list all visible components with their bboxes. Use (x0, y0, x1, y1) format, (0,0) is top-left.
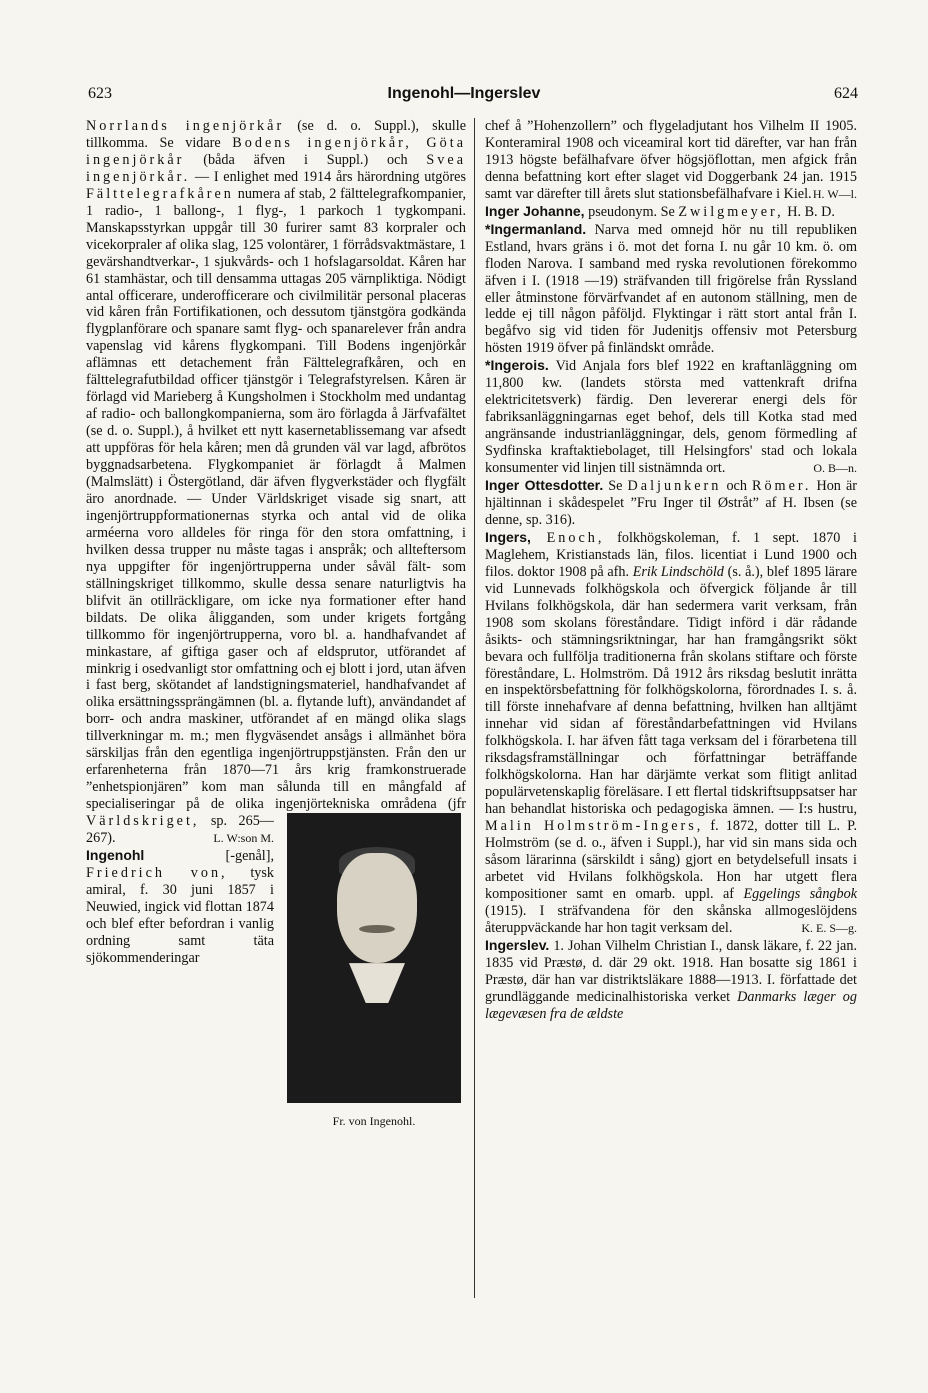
article-ingerslev: Ingerslev. 1. Johan Vilhelm Christian I., dansk läkare, f. 22 jan. 1835 vid Præstø, d. där 29 okt. 1918. Han bosatte sig 1861 i Præstø, där han var distriktsläkare 1888—1913. I. författade det grundläggande medicinalhistoriska verket Danmarks læger og lægevæsen fra de ældste (485, 936, 857, 1022)
article-ingerois: *Ingerois. Vid Anjala fors blef 1922 en kraftanläggning om 11,800 kw. (landets största med vattenkraft drifna elektricitetsverk) färdig. Den levererar energi dels för fabriksanläggningarnas eget behof, dels till Kotka stad med angränsande industrianläggningar, dels, genom förmedling af Sydfinska kraftaktiebolaget, till Helsingfors' stad och lokala konsumenter vid linjen till sistnämnda ort. O. B—n. (485, 357, 857, 477)
headword: *Ingermanland. (485, 220, 587, 237)
portrait-figure (282, 813, 466, 1131)
article-ingenohl: Ingenohl [-genål], Friedrich von, tysk amiral, f. 30 juni 1857 i Neuwied, ingick vid flottan 1874 och blef efter befordran i vanlig ordning samt täta sjökommenderingar (86, 846, 274, 966)
article-inger-ottesdotter: Inger Ottesdotter. Se Daljunkern och Römer. Hon är hjältinnan i skådespelet ”Fru Inger til Østråt” af H. Ibsen (se denne, sp. 316). (485, 477, 857, 528)
article-inger-johanne: Inger Johanne, pseudonym. Se Zwilgmeyer, H. B. D. (485, 202, 835, 220)
article-ingenohl-continued: chef å ”Hohenzollern” och flygeladjutant hos Vilhelm II 1905. Konteramiral 1908 och viceamiral kort tid därefter, var han från 1913 högste befälhafvare öfver högsjöflottan, men afgick från denna befattning kort efter slaget vid Doggerbank 24 jan. 1915 samt var därefter till årets slut stationsbefälhafvare i Kiel. H. W—l. (485, 118, 857, 202)
headword: Ingers, (485, 528, 531, 545)
headword: Ingenohl (86, 846, 145, 863)
page-title: Ingenohl—Ingerslev (387, 85, 541, 102)
page-number-left: 623 (88, 85, 112, 102)
portrait-caption: Fr. von Ingenohl. (332, 1114, 416, 1129)
right-column (485, 118, 857, 1023)
headword: Inger Ottesdotter. (485, 477, 604, 494)
headword: Inger Johanne, (485, 202, 585, 219)
author-signature: O. B—n. (813, 461, 857, 476)
headword: *Ingerois. (485, 357, 549, 374)
author-signature: H. W—l. (812, 186, 857, 201)
author-signature: K. E. S—g. (801, 920, 857, 935)
article-fortification-continued: Norrlands ingenjörkår (se d. o. Suppl.), skulle tillkomma. Se vidare Bodens ingenjörkår, Göta ingenjörkår (båda äfven i Suppl.) och Svea ingenjörkår. — I enlighet med 1914 års härordning utgöres Fälttelegrafkåren numera af stab, 2 fälttelegrafkompanier, 1 radio-, 1 ballong-, 1 flyg-, 1 parkoch 1 tygkompani. Manskapsstyrkan uppgår till 30 furirer samt 83 korpraler och vicekorpraler af olika slag, 125 volontärer, 1 förrådsvaktmästare, 1 gevärshandtverkar-, 1 sjukvårds- och 1 hofslagarsoldat. Kåren har 61 stamhästar, och till densamma uttagas 205 värnpliktiga. Nödigt antal officerare, underofficerare och civilmilitär personal placeras vid kåren från Fortifikationen, och dessutom tjänstgöra godkända flygplanförare och spanare samt flyg- och spanarelever från andra vapenslag vid kårens flygkompani. Till Bodens ingenjörkår aflämnas ett detachement från Fälttelegrafkåren, och en fälttelegrafutbildad officer tjänstgör i Telegrafstyrelsen. Kåren är förlagd vid Marieberg å Kungsholmen i Stockholm med undantag af radio- och ballongkompanierna, som äro förlagda å Järfvafältet (se d. o. Suppl.), å hvilket ett nytt kasernetablissemang var afsedt att uppföras för hela kåren; men då grunden väl var lagd, afbrötos byggnadsarbetena. Flygkompaniet är förlagdt å Malmen (Malmslätt) i Östergötland, där äfven flygverkstäder och flygfält äro anordnade. — Under Världskriget visade sig snart, att ingenjörtruppformationernas styrka och antal vid de olika arméerna voro alldeles för ringa för den stora omfattning, i hvilken dessa trupper nu måste tagas i anspråk; och allteftersom nya uppgifter för ingenjörtrupperna under såväl fält- som ställningskriget tillkommo, skulle dessa senare naturligtvis ha blifvit än otillräckligare, om icke nya formationer efter hand bildats. De olika åligganden, som under krigets fortgång tillkommo för ingenjörtrupperna, voro bl. a. handhafvandet af minkastare, af giftiga gaser och af eldsprutor, utförandet af minkrig i osedvanligt stor omfattning och ej blott i jord, utan äfven i fast berg, skötandet af landstigningsmateriel, handhafvandet af olika ersättningssprängämnen (bl. a. flytande luft), användandet af borr- och andra maskiner, utförandet af en mängd olika slags tillverkningar m. m.; men flygväsendet ansågs i allmänhet böra särskiljas från den egentliga ingenjörtruppstjänsten. Från den ur erfarenheterna från 1870—71 års krig framkonstruerade ”enhetspionjären” kom man sålunda till en mångfald af specialiseringar på de olika ingenjörtekniska områdena (jfr Fr. von Ingenohl. Världskriget, sp. 265—267). L. W:son M. (86, 118, 466, 847)
page-number-right: 624 (834, 85, 858, 102)
left-column (86, 118, 466, 1131)
author-signature: L. W:son M. (213, 831, 274, 846)
portrait-photo (287, 813, 461, 1103)
article-ingers: Ingers, Enoch, folkhögskoleman, f. 1 sept. 1870 i Maglehem, Kristianstads län, filos. licentiat i Lund 1900 och filos. doktor 1908 på afh. Erik Lindschöld (s. å.), blef 1895 lärare vid Lunnevads folkhögskola och öfvergick följande år till Hvilans folkhögskola, där han sedermera varit verksam, från 1908 som skolans föreståndare. Tidigt införd i där rådande åsikts- och stämningsriktningar, har han framgångsrikt sökt bevara och fullfölja traditionerna från skolans stiftare och förste föreståndare, L. Holmström. Då 1912 års riksdag beslutit inrätta en inspektörsbefattning för folkhögskolorna, förordnades I. s. å. till förste innehafvare af denna befattning, hvilken han alltjämt innehar vid sidan af föreståndarbefattningen vid Hvilans folkhögskola. I. har äfven fått taga verksam del i förarbetena till riksdagsframställningar och författningar beträffande folkhögskolorna. Han har därjämte verkat som flitigt anlitad populärvetenskaplig föreläsare. I ett flertal tidskriftsuppsatser har han behandlat historiska och pedagogiska ämnen. — I:s hustru, Malin Holmström-Ingers, f. 1872, dotter till L. P. Holmström (se d. o., äfven i Suppl.), har vid sin mans sida och såsom lärarinna (särskildt i sång) gjort en betydelsefull insats i arbetet vid Hvilans folkhögskola. Hon har utgett flera kompositioner samt en omarb. uppl. af Eggelings sångbok (1915). I sträfvandena för den skånska allmogeslöjdens återuppväckande har hon tagit verksam del. K. E. S—g. (485, 528, 857, 936)
headword: Ingerslev. (485, 936, 550, 953)
column-divider (474, 118, 475, 1298)
article-ingermanland: *Ingermanland. Narva med omnejd hör nu till republiken Estland, hvars gräns i ö. mot det forna I. nu går 10 km. ö. om floden Narova. I samband med ryska revolutionen förekommo äfven i I. (1918 —19) sträfvanden till frigörelse från Ryssland eller åtminstone förvärfvandet af en autonom ställning, men de ledde ej till någon påföljd. Flyktingar i rätt stort antal från I. begåfvo sig vid tiden för Judenitjs offensiv mot Petersburg hösten 1919 öfver på finländskt område. (485, 220, 857, 357)
